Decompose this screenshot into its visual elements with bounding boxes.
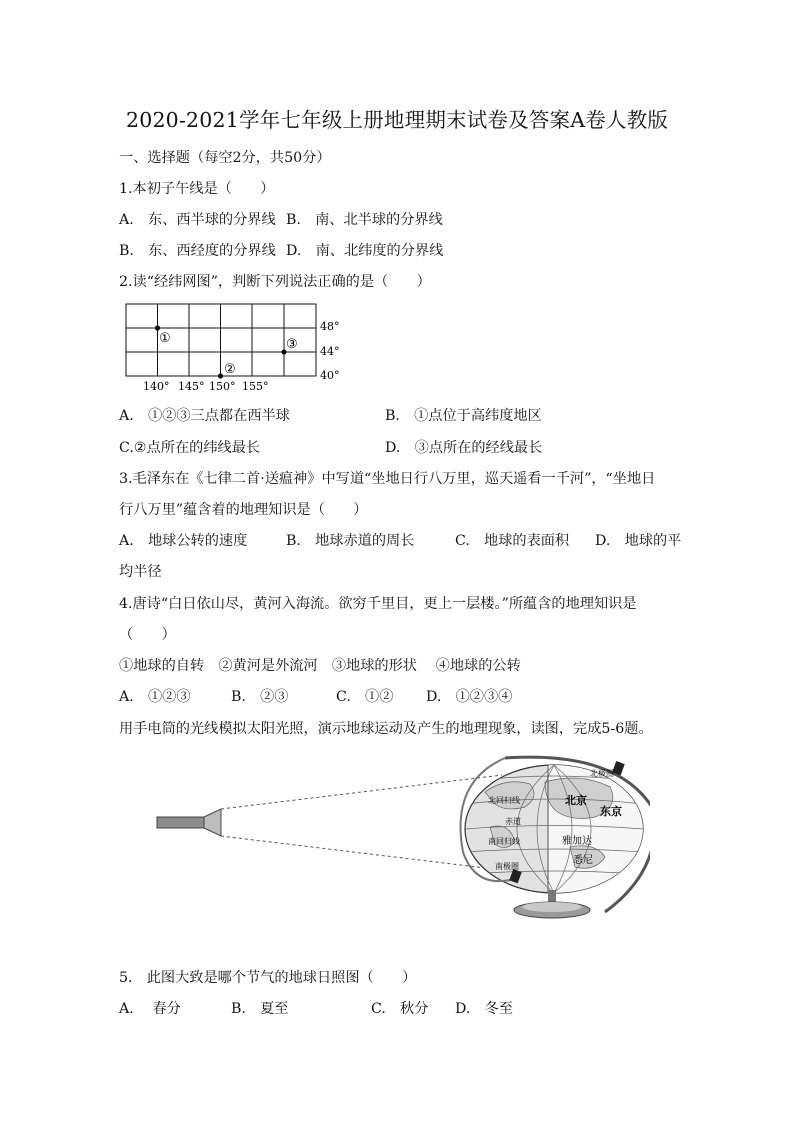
lon-label-140: 140° — [143, 380, 170, 393]
flashlight-icon — [157, 809, 221, 836]
q1-option-c: B. 东、西经度的分界线 — [119, 243, 276, 259]
q5-option-a: A. 春分 — [119, 1001, 181, 1017]
q4-options-row — [119, 686, 679, 706]
q2-options-row-2 — [119, 437, 679, 457]
q4-statements: ①地球的自转 ②黄河是外流河 ③地球的形状 ④地球的公转 — [119, 658, 521, 674]
flashlight-globe-figure — [150, 752, 650, 927]
lat-label-44: 44° — [320, 345, 340, 358]
q2-option-d: D. ③点所在的经线最长 — [385, 440, 543, 456]
q3-option-b: B. 地球赤道的周长 — [286, 533, 415, 549]
section-heading: 一、选择题（每空2分，共50分） — [119, 150, 331, 166]
q3-stem-line-1: 3.毛泽东在《七律二首·送瘟神》中写道“坐地日行八万里，巡天遥看一千河”，“坐地日 — [119, 471, 656, 487]
north-tropic-label: 北回归线 — [488, 796, 520, 805]
lat-lon-grid-figure — [118, 300, 348, 395]
q2-stem: 2.读“经纬网图”，判断下列说法正确的是（ ） — [119, 274, 431, 290]
q2-options-row-1 — [119, 405, 679, 425]
q1-option-a: A. 东、西半球的分界线 — [119, 212, 276, 228]
q1-option-d: D. 南、北纬度的分界线 — [286, 243, 444, 259]
tokyo-label: 东京 — [600, 805, 622, 818]
q1-options-row-2 — [119, 240, 679, 260]
sydney-label: 悉尼 — [573, 855, 593, 866]
page-title: 2020-2021学年七年级上册地理期末试卷及答案A卷人教版 — [125, 108, 669, 132]
q4-option-a: A. ①②③ — [119, 689, 191, 705]
q5-options-row — [119, 998, 679, 1018]
lat-label-40: 40° — [320, 369, 340, 382]
q3-option-a: A. 地球公转的速度 — [119, 533, 248, 549]
q3-option-d-continued: 均半径 — [119, 564, 162, 580]
q4-option-c: C. ①② — [336, 689, 394, 705]
beijing-label: 北京 — [565, 794, 587, 807]
q3-options-row — [119, 530, 682, 550]
q1-options-row-1 — [119, 209, 679, 229]
q3-option-c: C. 地球的表面积 — [455, 533, 570, 549]
south-circle-label: 南极圈 — [495, 862, 519, 871]
q4-option-b: B. ②③ — [231, 689, 289, 705]
q4-stem-line-2: （ ） — [119, 627, 176, 643]
q5-option-c: C. 秋分 — [371, 1001, 429, 1017]
south-tropic-label: 南回归线 — [488, 837, 520, 846]
lon-label-155: 155° — [242, 380, 269, 393]
q1-stem: 1.本初子午线是（ ） — [119, 181, 275, 197]
q4-stem-line-1: 4.唐诗“白日依山尽，黄河入海流。欲穷千里目，更上一层楼。”所蕴含的地理知识是 — [119, 596, 637, 612]
lat-label-48: 48° — [320, 320, 340, 333]
grid-point-label-3: ③ — [286, 337, 298, 352]
q2-option-b: B. ①点位于高纬度地区 — [385, 408, 542, 424]
grid-point-dot-1 — [155, 325, 160, 330]
equator-label: 赤道 — [505, 817, 521, 826]
north-circle-label: 北极圈 — [590, 769, 614, 778]
grid-point-dot-2 — [218, 373, 223, 378]
jakarta-label: 雅加达 — [562, 836, 592, 847]
lon-label-145: 145° — [178, 380, 205, 393]
q4-option-d: D. ①②③④ — [426, 689, 513, 705]
q2-option-a: A. ①②③三点都在西半球 — [119, 408, 290, 424]
q5-option-d: D. 冬至 — [455, 1001, 513, 1017]
q5-option-b: B. 夏至 — [231, 1001, 289, 1017]
lon-label-150: 150° — [209, 380, 236, 393]
q3-stem-line-2: 行八万里”蕴含着的地理知识是（ ） — [119, 502, 368, 518]
q5-stem: 5. 此图大致是哪个节气的地球日照图（ ） — [119, 970, 417, 986]
q1-option-b: B. 南、北半球的分界线 — [286, 212, 443, 228]
q2-option-c: C.②点所在的纬线最长 — [119, 440, 261, 456]
q3-option-d: D. 地球的平 — [595, 533, 682, 549]
q5-6-intro: 用手电筒的光线模拟太阳光照，演示地球运动及产生的地理现象，读图，完成5-6题。 — [119, 721, 653, 737]
grid-point-label-2: ② — [224, 362, 236, 377]
grid-point-label-1: ① — [159, 331, 171, 346]
